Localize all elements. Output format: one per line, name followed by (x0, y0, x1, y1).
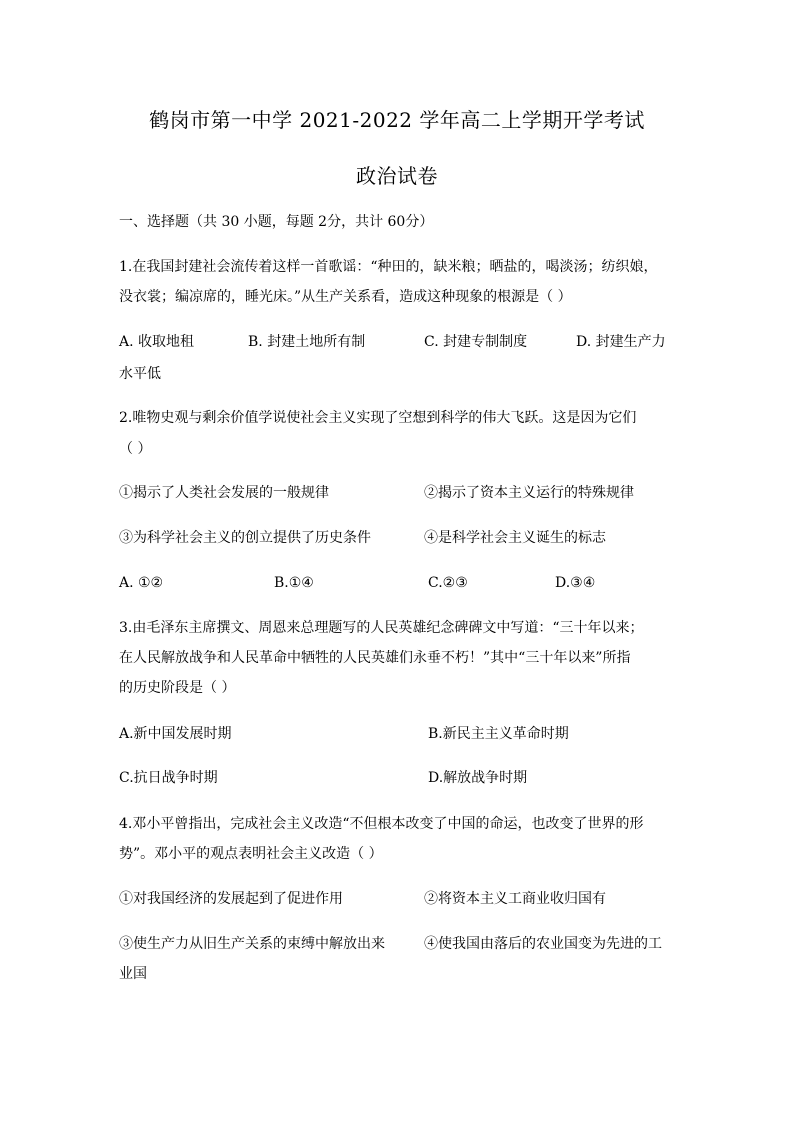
q1-stem-line1: 1.在我国封建社会流传着这样一首歌谣：“种田的，缺米粮；晒盐的，喝淡汤；纺织娘， (119, 259, 658, 275)
q2-option-b: B.①④ (274, 575, 314, 591)
q2-stem-line1: 2.唯物史观与剩余价值学说使社会主义实现了空想到科学的伟大飞跃。这是因为它们 (119, 410, 637, 426)
section-heading: 一、选择题（共 30 小题，每题 2分，共计 60分） (119, 214, 434, 230)
q2-statement-1: ①揭示了人类社会发展的一般规律 (119, 485, 329, 501)
q3-stem-line3: 的历史阶段是（ ） (119, 680, 236, 696)
exam-title: 鹤岗市第一中学 2021-2022 学年高二上学期开学考试 (149, 108, 645, 132)
q3-option-a: A.新中国发展时期 (119, 726, 232, 742)
q4-stem-line1: 4.邓小平曾指出，完成社会主义改造“不但根本改变了中国的命运，也改变了世界的形 (119, 816, 644, 832)
q2-statement-4: ④是科学社会主义诞生的标志 (424, 530, 606, 546)
q1-option-c: C. 封建专制制度 (424, 334, 528, 350)
q4-statement-2: ②将资本主义工商业收归国有 (424, 891, 606, 907)
q1-option-b: B. 封建土地所有制 (248, 334, 366, 350)
q1-option-d-cont: 水平低 (119, 366, 161, 382)
exam-subtitle: 政治试卷 (356, 164, 438, 188)
q1-option-d: D. 封建生产力 (576, 334, 666, 350)
q2-statement-3: ③为科学社会主义的创立提供了历史条件 (119, 530, 371, 546)
q3-stem-line1: 3.由毛泽东主席撰文、周恩来总理题写的人民英雄纪念碑碑文中写道：“三十年以来； (119, 620, 644, 636)
q3-option-c: C.抗日战争时期 (119, 770, 218, 786)
q3-option-b: B.新民主主义革命时期 (428, 726, 569, 742)
q3-stem-line2: 在人民解放战争和人民革命中牺牲的人民英雄们永垂不朽！”其中“三十年以来”所指 (119, 650, 631, 666)
q4-statement-4-cont: 业国 (119, 966, 147, 982)
q4-statement-1: ①对我国经济的发展起到了促进作用 (119, 891, 343, 907)
q4-statement-3: ③使生产力从旧生产关系的束缚中解放出来 (119, 936, 385, 952)
q4-statement-4: ④使我国由落后的农业国变为先进的工 (424, 936, 662, 952)
q2-statement-2: ②揭示了资本主义运行的特殊规律 (424, 485, 634, 501)
q3-option-d: D.解放战争时期 (428, 770, 528, 786)
q4-stem-line2: 势”。邓小平的观点表明社会主义改造（ ） (119, 846, 383, 862)
q2-stem-line2: （ ） (119, 441, 152, 457)
q1-option-a: A. 收取地租 (119, 334, 195, 350)
q1-stem-line2: 没衣裳；编凉席的，睡光床。”从生产关系看，造成这种现象的根源是（ ） (119, 289, 572, 305)
q2-option-c: C.②③ (428, 575, 468, 591)
q2-option-d: D.③④ (555, 575, 596, 591)
q2-option-a: A. ①② (119, 575, 164, 591)
